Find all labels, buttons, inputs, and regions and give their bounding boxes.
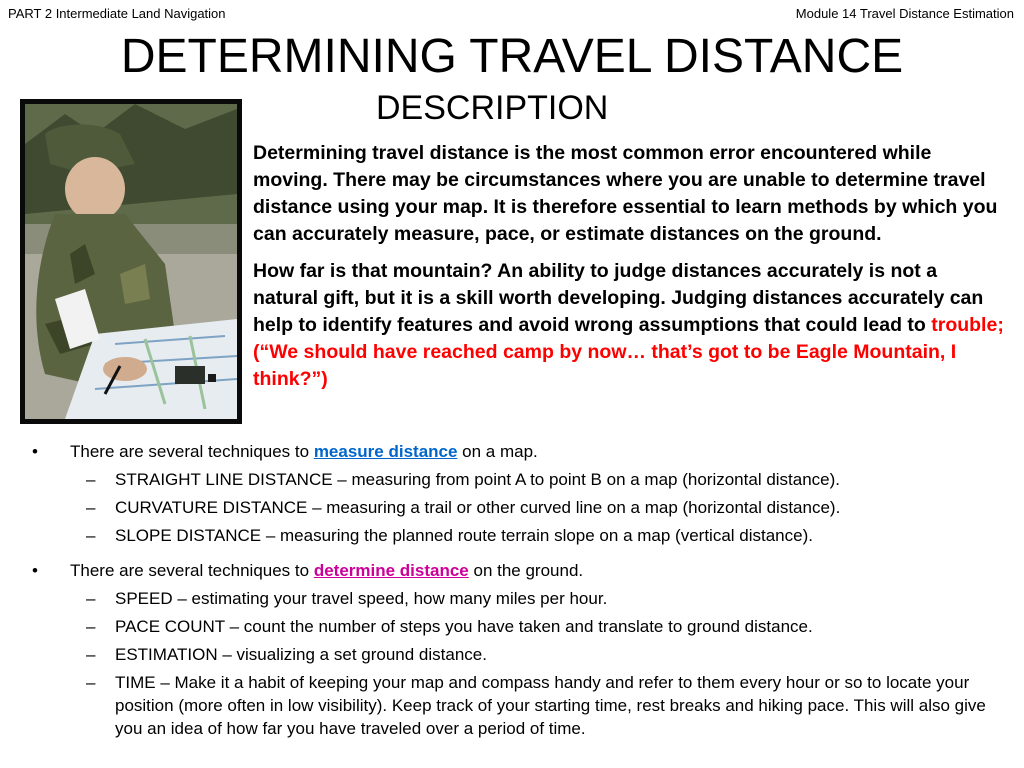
slide-subtitle: DESCRIPTION <box>376 89 609 127</box>
list-item-text: SPEED – estimating your travel speed, how many miles per hour. <box>115 589 608 608</box>
bullet-marker: • <box>32 561 38 580</box>
bullet-suffix: on the ground. <box>468 561 584 580</box>
list-item <box>30 496 1005 519</box>
list-item-text: SLOPE DISTANCE – measuring the planned route terrain slope on a map (vertical distance). <box>115 526 813 545</box>
dash-marker: – <box>86 470 96 489</box>
bullet-prefix: There are several techniques to <box>70 561 314 580</box>
list-item <box>30 587 1005 610</box>
list-item <box>30 524 1005 547</box>
bullet-prefix: There are several techniques to <box>70 442 314 461</box>
dash-marker: – <box>86 673 96 692</box>
header-right: Module 14 Travel Distance Estimation <box>795 6 1014 21</box>
intro-paragraph-1: Determining travel distance is the most common error encountered while moving. There may be circumstances where you are unable to determine travel distance using your map. It is therefore essential to learn methods by which you can accurately measure, pace, or estimate distances on the ground. <box>253 142 998 245</box>
soldier-photo <box>20 99 242 424</box>
technique-list <box>30 440 1005 740</box>
soldier-with-map-and-compass-photo <box>25 104 237 419</box>
bullet-suffix: on a map. <box>457 442 538 461</box>
header-left: PART 2 Intermediate Land Navigation <box>8 6 226 21</box>
intro-text <box>253 140 1005 393</box>
list-item-text: PACE COUNT – count the number of steps you have taken and translate to ground distance. <box>115 617 813 636</box>
slide-title: DETERMINING TRAVEL DISTANCE <box>120 30 904 83</box>
list-item-text: STRAIGHT LINE DISTANCE – measuring from point A to point B on a map (horizontal distance). <box>115 470 841 489</box>
list-item-text: ESTIMATION – visualizing a set ground distance. <box>115 645 487 664</box>
intro-paragraph-2-text: How far is that mountain? An ability to judge distances accurately is not a natural gift, but it is a skill worth developing. Judging distances accurately can help to identify features and avoid wrong assumptions that could lead to <box>253 260 984 336</box>
dash-marker: – <box>86 526 96 545</box>
dash-marker: – <box>86 645 96 664</box>
list-item <box>30 643 1005 666</box>
bullet-marker: • <box>32 442 38 461</box>
list-item <box>30 671 1005 740</box>
trouble-quote: trouble; (“We should have reached camp by now… that’s got to be Eagle Mountain, I think?”) <box>253 314 1004 390</box>
intro-paragraph-2 <box>253 258 1005 393</box>
dash-marker: – <box>86 498 96 517</box>
measure-distance-bullet <box>30 440 1005 463</box>
determine-distance-bullet <box>30 559 1005 582</box>
dash-marker: – <box>86 617 96 636</box>
dash-marker: – <box>86 589 96 608</box>
list-item-text: CURVATURE DISTANCE – measuring a trail or other curved line on a map (horizontal distance). <box>115 498 841 517</box>
list-item <box>30 615 1005 638</box>
determine-distance-link[interactable]: determine distance <box>313 561 469 580</box>
list-item <box>30 468 1005 491</box>
list-item-text: TIME – Make it a habit of keeping your map and compass handy and refer to them every hour or so to locate your position (more often in low visibility). Keep track of your starting time, rest breaks and hiking pace. This will also give you an idea of how far you have traveled over a period of time. <box>115 673 986 738</box>
measure-distance-link[interactable]: measure distance <box>313 442 458 461</box>
